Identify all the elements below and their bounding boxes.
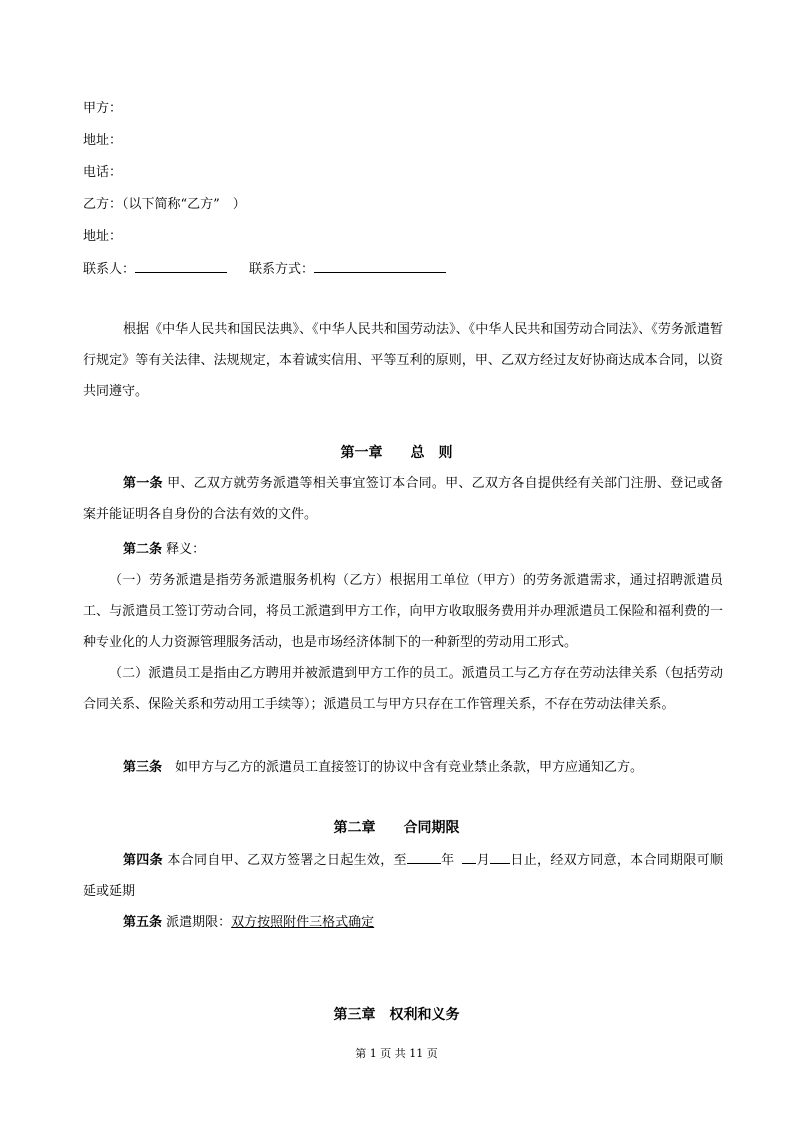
phone-line: 电话： [83,165,123,180]
article-5-text: 派遣期限： [162,915,232,930]
address-b-line: 地址： [83,229,123,244]
article-4-text: 本合同自甲、乙双方签署之日起生效，至 [162,853,407,868]
contact-person-blank[interactable] [135,259,227,273]
article-2-text: 释义： [162,542,206,557]
month-blank[interactable] [462,850,476,864]
article-1-text: 甲、乙双方就劳务派遣等相关事宜签订本合同。甲、乙双方各自提供经有关部门注册、登记或备案并能证明各自身份的合法有效的文件。 [83,476,723,522]
article-4-label: 第四条 [123,853,163,868]
page-footer: 第 1 页 共 11 页 [355,1047,438,1060]
address-a-line: 地址： [83,133,123,148]
article-5-label: 第五条 [123,915,163,930]
year-label: 年 [440,853,455,868]
contact-method-label: 联系方式： [249,262,315,277]
article-4 [83,845,723,907]
chapter-2-title: 第二章 合同期限 [333,820,460,836]
article-3 [83,752,723,783]
article-5 [83,907,723,938]
article-1 [83,468,723,530]
chapter-1-title: 第一章 总 则 [340,445,453,461]
definition-item-2: （二）派遣员工是指由乙方聘用并被派遣到甲方工作的员工。派遣员工与乙方存在劳动法律关系（包括劳动合同关系、保险关系和劳动用工手续等）；派遣员工与甲方只存在工作管理关系，不存在劳动法律关系。 [83,666,723,712]
article-2-label: 第二条 [123,542,163,557]
preamble-paragraph: 根据《中华人民共和国民法典》、《中华人民共和国劳动法》、《中华人民共和国劳动合同法》、《劳务派遣暂行规定》等有关法律、法规规定，本着诚实信用、平等互利的原则，甲、乙双方经过友好协商达成本合同，以资共同遵守。 [83,322,723,399]
article-5-underlined: 双方按照附件三格式确定 [231,915,375,930]
contact-method-blank[interactable] [314,259,446,273]
article-1-label: 第一条 [123,476,163,491]
party-a-line: 甲方： [83,101,123,116]
definition-item-1: （一）劳务派遣是指劳务派遣服务机构（乙方）根据用工单位（甲方）的劳务派遣需求，通过招聘派遣员工、与派遣员工签订劳动合同，将员工派遣到甲方工作，向甲方收取服务费用并办理派遣员工保险和福利费的一种专业化的人力资源管理服务活动，也是市场经济体制下的一种新型的劳动用工形式。 [83,573,723,650]
party-b-line: 乙方：（以下简称“乙方” ） [83,197,246,212]
chapter-3-title: 第三章 权利和义务 [333,1007,460,1023]
contact-line [83,259,446,279]
article-2 [83,534,723,565]
article-3-text: 如甲方与乙方的派遣员工直接签订的协议中含有竞业禁止条款，甲方应通知乙方。 [162,760,644,775]
article-4-tail: 日止，经双方同意，本合同期限可顺延或延期 [83,853,723,899]
contact-person-label: 联系人： [83,262,136,277]
day-blank[interactable] [490,850,510,864]
month-label: 月 [476,853,491,868]
year-blank[interactable] [407,850,441,864]
article-3-label: 第三条 [123,760,163,775]
